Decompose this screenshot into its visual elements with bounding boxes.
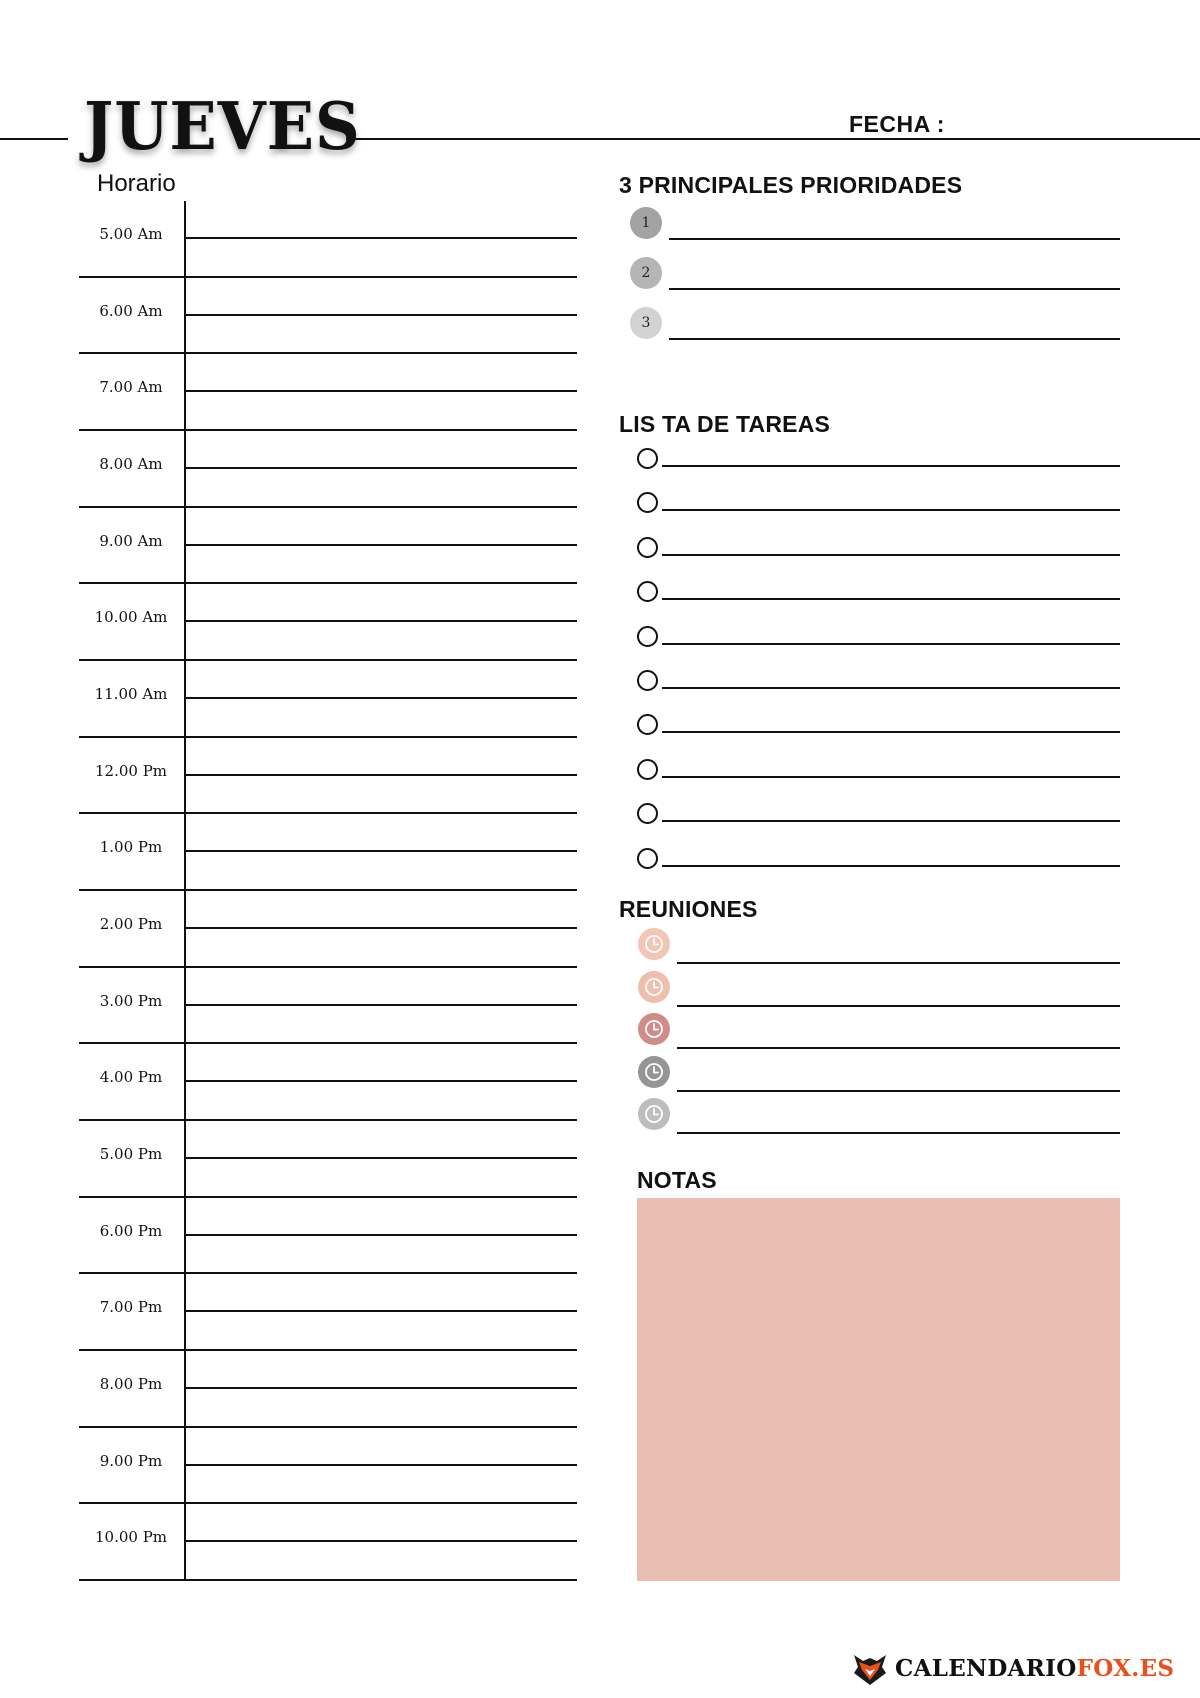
slot-time: 11.00 Am [94,684,168,703]
priority-write-line[interactable] [669,288,1120,290]
slot-time: 10.00 Am [94,608,168,627]
day-title: JUEVES [84,88,361,165]
schedule-slot[interactable] [79,968,577,1045]
slot-time: 1.00 Pm [99,838,163,857]
schedule-slot[interactable] [79,1428,577,1505]
task-item[interactable] [636,537,1120,571]
slot-half-line [185,697,577,699]
priority-item[interactable] [630,307,1120,347]
slot-half-line [185,1004,577,1006]
slot-time: 4.00 Pm [99,1068,163,1087]
slot-time: 3.00 Pm [99,991,163,1010]
slot-half-line [185,1464,577,1466]
meeting-write-line[interactable] [677,962,1120,964]
priority-item[interactable] [630,207,1120,247]
task-item[interactable] [636,581,1120,615]
slot-time: 6.00 Pm [99,1221,163,1240]
task-checkbox[interactable] [637,492,658,513]
header-rule-right [346,138,1200,140]
schedule-slot[interactable] [79,278,577,355]
task-checkbox[interactable] [637,626,658,647]
priority-write-line[interactable] [669,338,1120,340]
slot-half-line [185,1540,577,1542]
meetings-title: REUNIONES [619,896,758,922]
slot-half-line [185,850,577,852]
task-checkbox[interactable] [637,670,658,691]
slot-half-line [185,1310,577,1312]
schedule-slot[interactable] [79,1121,577,1198]
slot-time: 9.00 Pm [99,1451,163,1470]
slot-time: 2.00 Pm [99,914,163,933]
header-rule-left [0,138,68,140]
task-item[interactable] [636,803,1120,837]
slot-half-line [185,467,577,469]
slot-half-line [185,620,577,622]
slot-time: 6.00 Am [99,301,163,320]
meeting-item[interactable] [636,1098,1120,1138]
task-write-line[interactable] [662,509,1120,511]
schedule-slot[interactable] [79,1504,577,1581]
clock-icon [638,1098,670,1130]
meeting-item[interactable] [636,928,1120,968]
slot-time: 12.00 Pm [94,761,168,780]
priority-number-badge: 3 [630,307,662,339]
meeting-item[interactable] [636,1056,1120,1096]
meeting-write-line[interactable] [677,1090,1120,1092]
schedule-slot[interactable] [79,1351,577,1428]
slot-time: 5.00 Pm [99,1144,163,1163]
meeting-item[interactable] [636,1013,1120,1053]
task-checkbox[interactable] [637,581,658,602]
schedule-slot[interactable] [79,661,577,738]
task-checkbox[interactable] [637,803,658,824]
notes-title: NOTAS [637,1167,717,1193]
task-item[interactable] [636,670,1120,704]
task-item[interactable] [636,492,1120,526]
priority-number-badge: 2 [630,257,662,289]
slot-half-line [185,1387,577,1389]
task-write-line[interactable] [662,687,1120,689]
slot-half-line [185,390,577,392]
priority-write-line[interactable] [669,238,1120,240]
tasks-title: LIS TA DE TAREAS [619,411,831,437]
schedule-slot[interactable] [79,584,577,661]
meeting-write-line[interactable] [677,1047,1120,1049]
task-checkbox[interactable] [637,537,658,558]
meeting-write-line[interactable] [677,1132,1120,1134]
meeting-item[interactable] [636,971,1120,1011]
task-write-line[interactable] [662,865,1120,867]
clock-icon [638,971,670,1003]
schedule-slot[interactable] [79,354,577,431]
schedule-divider [184,201,186,1581]
schedule-table [79,201,577,1581]
task-checkbox[interactable] [637,714,658,735]
brand-name-part2: FOX.ES [1076,1654,1175,1682]
task-item[interactable] [636,714,1120,748]
task-write-line[interactable] [662,554,1120,556]
brand-name [895,1655,1174,1682]
schedule-slot[interactable] [79,738,577,815]
slot-half-line [185,1157,577,1159]
task-write-line[interactable] [662,465,1120,467]
schedule-label: Horario [97,170,176,197]
task-item[interactable] [636,626,1120,660]
task-write-line[interactable] [662,820,1120,822]
slot-half-line [185,927,577,929]
slot-half-line [185,1080,577,1082]
clock-icon [638,1013,670,1045]
slot-half-line [185,774,577,776]
task-checkbox[interactable] [637,448,658,469]
brand-name-part1: CALENDARIO [895,1654,1077,1682]
task-item[interactable] [636,848,1120,882]
task-item[interactable] [636,448,1120,482]
task-write-line[interactable] [662,731,1120,733]
slot-time: 7.00 Am [99,378,163,397]
fox-logo-icon [851,1649,889,1687]
slot-time: 5.00 Am [99,225,163,243]
schedule-slot[interactable] [79,201,577,278]
slot-half-line [185,237,577,239]
task-checkbox[interactable] [637,759,658,780]
schedule-slot[interactable] [79,1274,577,1351]
slot-time: 9.00 Am [99,531,163,550]
priority-number-badge: 1 [630,207,662,239]
slot-time: 8.00 Pm [99,1374,163,1393]
schedule-slot[interactable] [79,431,577,508]
task-checkbox[interactable] [637,848,658,869]
task-write-line[interactable] [662,643,1120,645]
schedule-slot[interactable] [79,814,577,891]
slot-time: 7.00 Pm [99,1298,163,1317]
clock-icon [638,928,670,960]
brand-logo [851,1648,1174,1688]
notes-area[interactable] [637,1198,1120,1581]
slot-half-line [185,314,577,316]
schedule-slot[interactable] [79,508,577,585]
priority-item[interactable] [630,257,1120,297]
slot-half-line [185,1234,577,1236]
slot-time: 10.00 Pm [94,1528,168,1547]
slot-half-line [185,544,577,546]
schedule-slot[interactable] [79,1044,577,1121]
schedule-slot[interactable] [79,891,577,968]
slot-time: 8.00 Am [99,454,163,473]
meeting-write-line[interactable] [677,1005,1120,1007]
schedule-slot[interactable] [79,1198,577,1275]
task-write-line[interactable] [662,776,1120,778]
date-field-label: FECHA : [849,111,945,137]
task-item[interactable] [636,759,1120,793]
task-write-line[interactable] [662,598,1120,600]
priorities-title: 3 PRINCIPALES PRIORIDADES [619,172,963,198]
clock-icon [638,1056,670,1088]
